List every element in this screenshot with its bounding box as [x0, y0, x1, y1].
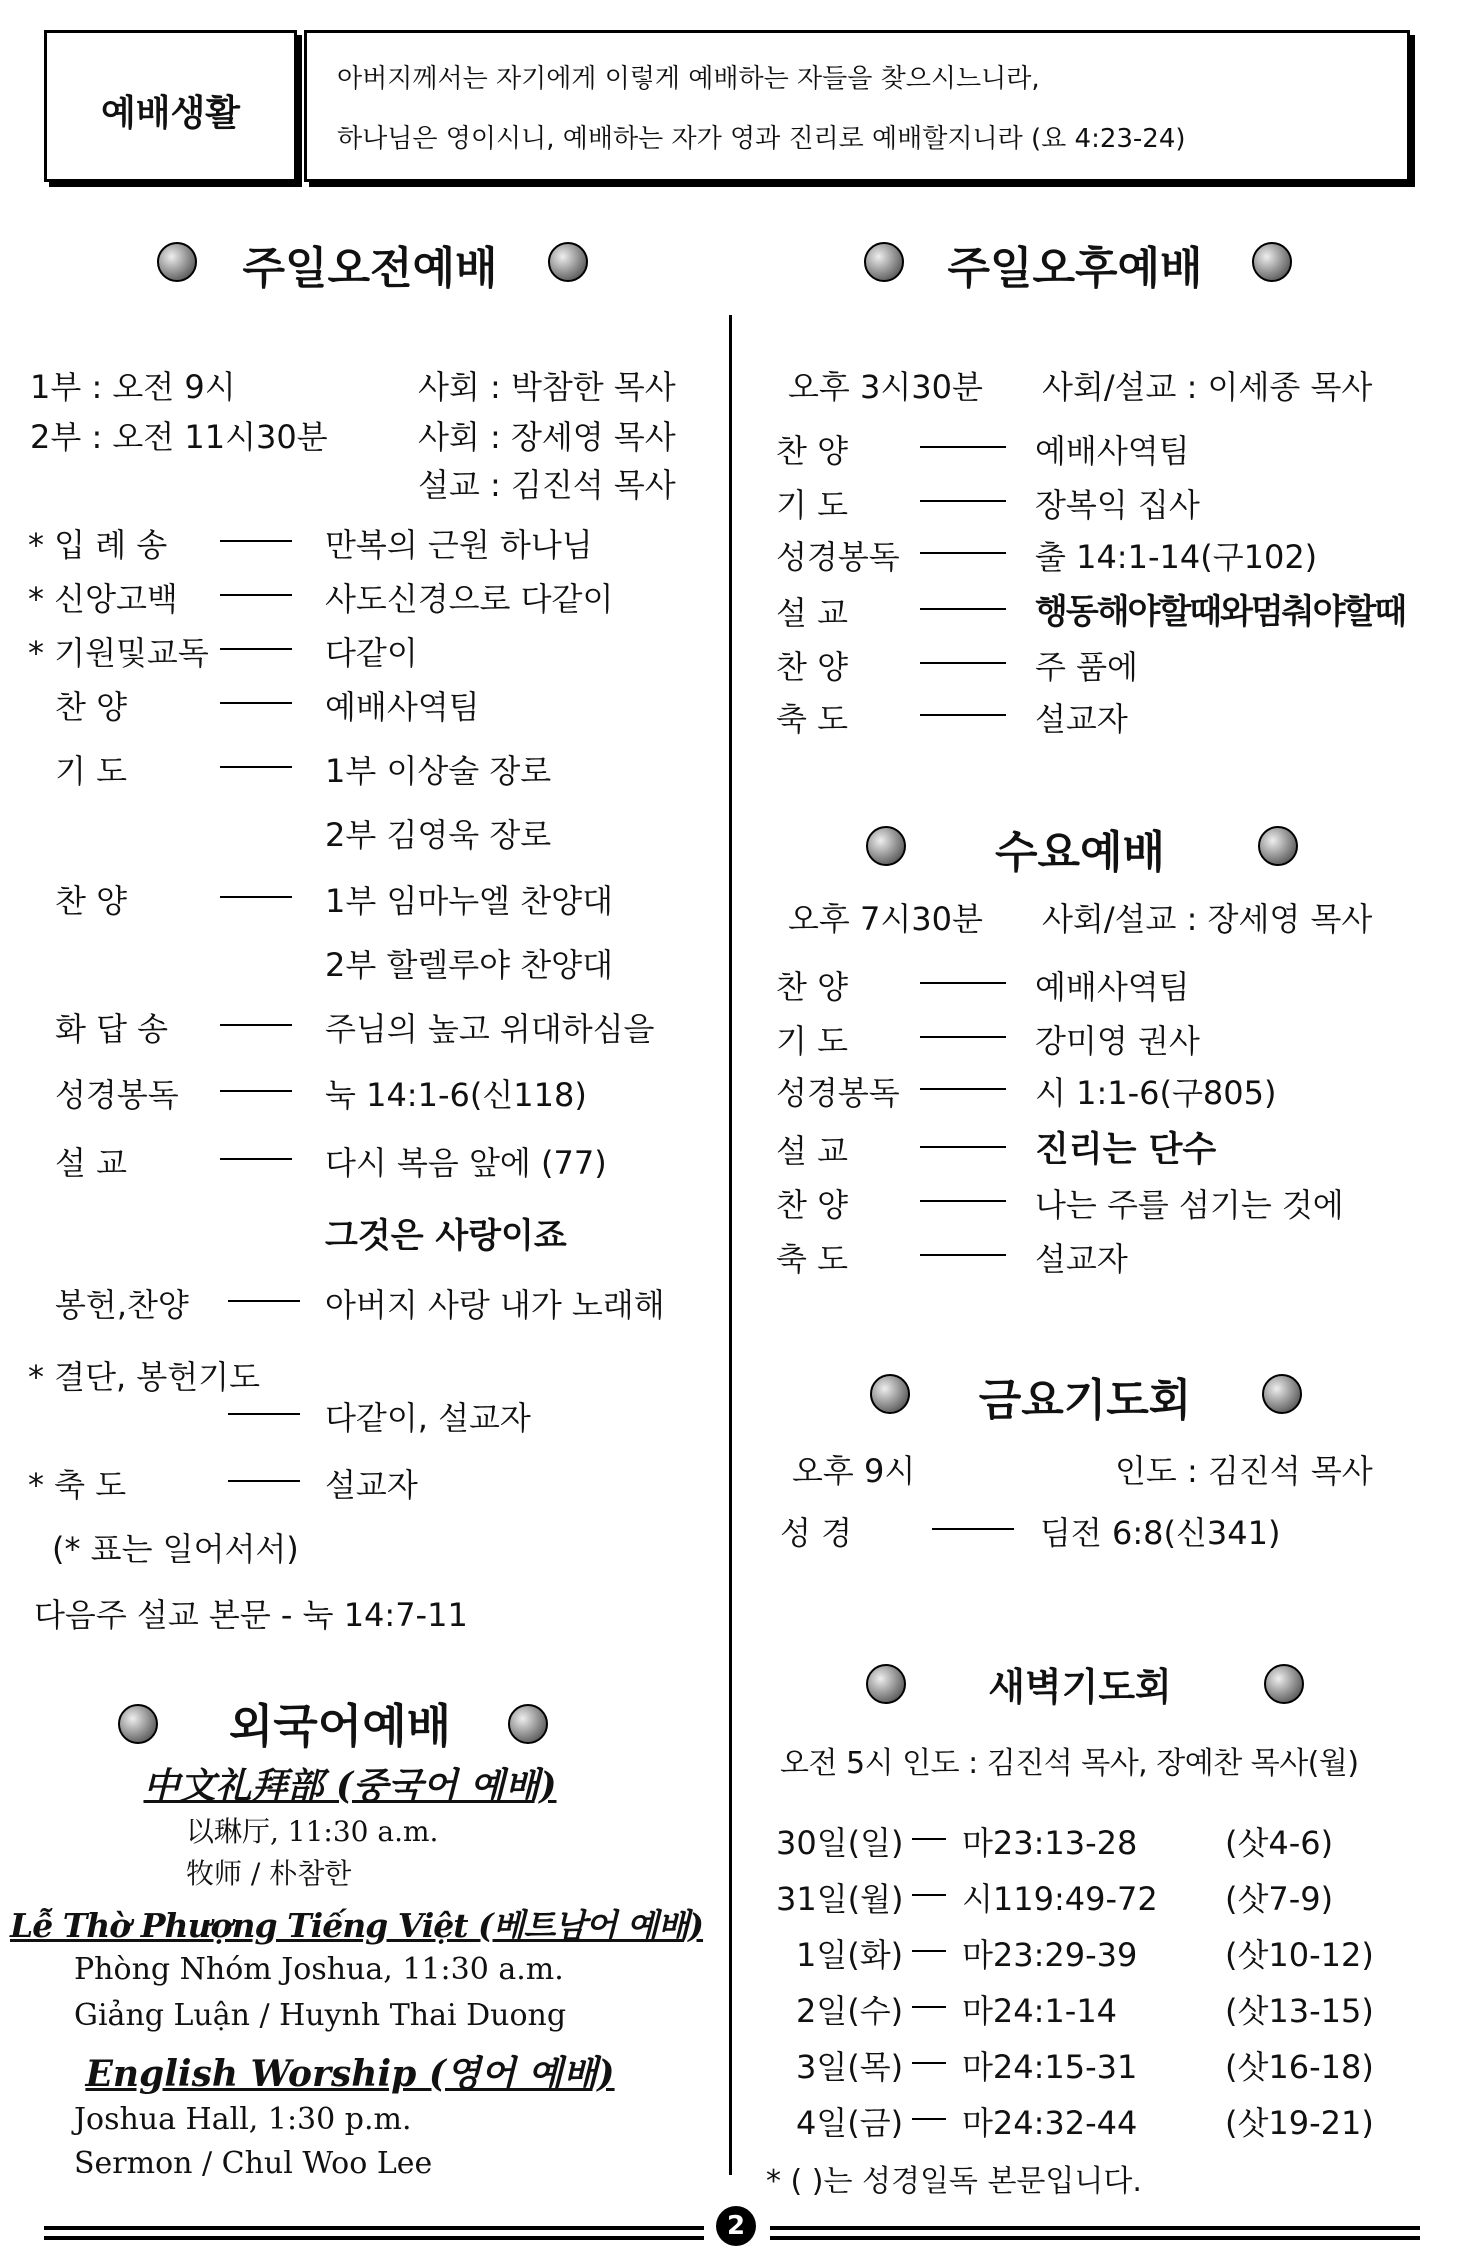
bullet-icon [118, 1704, 158, 1744]
wednesday-item-value: 강미영 권사 [1035, 1022, 1200, 1060]
morning-item-value: 주님의 높고 위대하심을 [325, 1010, 655, 1048]
leader-dash [220, 1090, 292, 1092]
english-worship-title: English Worship (영어 예배) [85, 2053, 615, 2095]
leader-dash [220, 702, 292, 704]
morning-s2-host: 사회 : 장세영 목사 [418, 418, 676, 456]
leader-dash [920, 662, 1006, 664]
english-worship-pastor: Sermon / Chul Woo Lee [74, 2146, 433, 2181]
morning-s1-time: 1부 : 오전 9시 [30, 368, 236, 406]
wednesday-item-label: 축 도 [776, 1240, 848, 1278]
wednesday-host: 사회/설교 : 장세영 목사 [1042, 900, 1373, 938]
morning-item-value: 예배사역팀 [325, 688, 480, 726]
bullet-icon [508, 1704, 548, 1744]
dawn-info: 오전 5시 인도 : 김진석 목사, 장예찬 목사(월) [780, 1746, 1359, 1781]
wednesday-title: 수요예배 [994, 827, 1165, 878]
leader-dash [912, 2118, 946, 2120]
dawn-day: 31일(월) [776, 1880, 904, 1918]
wednesday-sermon-title: 진리는 단수 [1035, 1130, 1217, 1170]
verse-line-1: 아버지께서는 자기에게 이렇게 예배하는 자들을 찾으시느니라, [337, 64, 1040, 94]
afternoon-item-label: 찬 양 [776, 648, 848, 686]
column-divider [729, 315, 732, 2175]
afternoon-item-value: 장복익 집사 [1035, 486, 1200, 524]
morning-next-week: 다음주 설교 본문 - 눅 14:7-11 [34, 1596, 468, 1634]
bullet-icon [548, 242, 588, 282]
leader-dash [220, 648, 292, 650]
dawn-reading: 마24:15-31 [962, 2048, 1138, 2086]
dawn-extra: (삿7-9) [1225, 1880, 1334, 1918]
morning-item-value: 눅 14:1-6(신118) [325, 1076, 587, 1114]
afternoon-sermon-title: 행동해야할때와멈춰야할때 [1035, 592, 1406, 632]
page-number: 2 [716, 2206, 756, 2246]
morning-item-label: * 축 도 [28, 1466, 127, 1504]
friday-time: 오후 9시 [792, 1452, 916, 1490]
leader-dash [920, 982, 1006, 984]
leader-dash [920, 500, 1006, 502]
morning-item-value: 만복의 근원 하나님 [325, 526, 593, 564]
dawn-reading: 마24:1-14 [962, 1992, 1118, 2030]
wednesday-item-label: 찬 양 [776, 1186, 848, 1224]
afternoon-title: 주일오후예배 [947, 243, 1203, 294]
leader-dash [932, 1528, 1014, 1530]
wednesday-item-label: 설 교 [776, 1132, 848, 1170]
wednesday-item-value: 나는 주를 섬기는 것에 [1035, 1186, 1344, 1224]
friday-scripture-label: 성 경 [780, 1514, 852, 1552]
dawn-reading: 마23:29-39 [962, 1936, 1138, 1974]
wednesday-item-value: 시 1:1-6(구805) [1035, 1074, 1277, 1112]
bullet-icon [1264, 1664, 1304, 1704]
chinese-worship-title: 中文礼拜部 (중국어 예배) [143, 1765, 557, 1807]
wednesday-item-value: 예배사역팀 [1035, 968, 1190, 1006]
wednesday-item-label: 기 도 [776, 1022, 848, 1060]
morning-item-label: * 입 례 송 [28, 526, 168, 564]
leader-dash [220, 1024, 292, 1026]
chinese-worship-pastor: 牧师 / 朴참한 [186, 1857, 352, 1890]
bullet-icon [866, 1664, 906, 1704]
dawn-reading: 마23:13-28 [962, 1824, 1138, 1862]
wednesday-item-value: 설교자 [1035, 1240, 1128, 1278]
vietnamese-worship-pastor: Giảng Luận / Huynh Thai Duong [74, 1998, 567, 2033]
leader-dash [912, 1950, 946, 1952]
dawn-day: 3일(목) [796, 2048, 904, 2086]
afternoon-item-label: 찬 양 [776, 432, 848, 470]
morning-item-label: 화 답 송 [55, 1010, 169, 1048]
morning-item-label: 봉헌,찬양 [55, 1286, 189, 1324]
english-worship-place: Joshua Hall, 1:30 p.m. [74, 2102, 412, 2137]
morning-item-label: * 기원및교독 [28, 634, 209, 672]
leader-dash [920, 1146, 1006, 1148]
friday-title: 금요기도회 [978, 1375, 1192, 1426]
morning-item-value: 2부 할렐루야 찬양대 [325, 946, 613, 984]
bullet-icon [1262, 1374, 1302, 1414]
bullet-icon [866, 826, 906, 866]
morning-item-value: 사도신경으로 다같이 [325, 580, 614, 618]
bullet-icon [1258, 826, 1298, 866]
wednesday-item-label: 찬 양 [776, 968, 848, 1006]
morning-item-value: 1부 이상술 장로 [325, 752, 552, 790]
leader-dash [912, 1894, 946, 1896]
morning-item-label: 기 도 [55, 752, 127, 790]
leader-dash [920, 1254, 1006, 1256]
morning-item-value: 다같이 [325, 634, 418, 672]
dawn-day: 30일(일) [776, 1824, 904, 1862]
footer-rule [44, 2226, 704, 2230]
leader-dash [920, 1036, 1006, 1038]
leader-dash [220, 540, 292, 542]
vietnamese-worship-title: Lễ Thờ Phượng Tiếng Việt (베트남어 예배) [10, 1906, 704, 1945]
leader-dash [920, 714, 1006, 716]
dawn-day: 1일(화) [796, 1936, 904, 1974]
leader-dash [912, 2062, 946, 2064]
vietnamese-worship-place: Phòng Nhóm Joshua, 11:30 a.m. [74, 1952, 564, 1987]
dawn-day: 4일(금) [796, 2104, 904, 2142]
bullet-icon [1252, 242, 1292, 282]
morning-item-value: 설교자 [325, 1466, 418, 1504]
dawn-extra: (삿4-6) [1225, 1824, 1334, 1862]
dawn-reading: 시119:49-72 [962, 1880, 1158, 1918]
header-title: 예배생활 [100, 93, 241, 134]
leader-dash [912, 2006, 946, 2008]
morning-title: 주일오전예배 [242, 243, 498, 294]
afternoon-item-value: 출 14:1-14(구102) [1035, 538, 1318, 576]
afternoon-item-label: 설 교 [776, 594, 848, 632]
dawn-reading: 마24:32-44 [962, 2104, 1138, 2142]
leader-dash [920, 608, 1006, 610]
bullet-icon [870, 1374, 910, 1414]
morning-item-label: * 신앙고백 [28, 580, 178, 618]
morning-item-value: 2부 김영욱 장로 [325, 816, 552, 854]
morning-item-value: 다시 복음 앞에 (77) [325, 1144, 607, 1182]
dawn-title: 새벽기도회 [988, 1665, 1172, 1709]
morning-item-label: * 결단, 봉헌기도 [28, 1358, 260, 1396]
dawn-day: 2일(수) [796, 1992, 904, 2030]
dawn-note: * ( )는 성경일독 본문입니다. [766, 2164, 1142, 2199]
morning-sermon-subtitle: 그것은 사랑이죠 [325, 1216, 567, 1256]
afternoon-item-label: 기 도 [776, 486, 848, 524]
afternoon-item-label: 성경봉독 [776, 538, 900, 576]
afternoon-host: 사회/설교 : 이세종 목사 [1042, 368, 1373, 406]
foreign-title: 외국어예배 [228, 1699, 452, 1753]
leader-dash [220, 896, 292, 898]
wednesday-item-label: 성경봉독 [776, 1074, 900, 1112]
morning-item-label: 설 교 [55, 1144, 127, 1182]
morning-item-label: 성경봉독 [55, 1076, 179, 1114]
leader-dash [228, 1413, 300, 1415]
morning-item-label: 찬 양 [55, 882, 127, 920]
dawn-extra: (삿16-18) [1225, 2048, 1374, 2086]
footer-rule [770, 2226, 1420, 2230]
leader-dash [220, 766, 292, 768]
afternoon-item-value: 예배사역팀 [1035, 432, 1190, 470]
dawn-extra: (삿10-12) [1225, 1936, 1374, 1974]
friday-leader: 인도 : 김진석 목사 [1115, 1452, 1373, 1490]
leader-dash [920, 552, 1006, 554]
morning-s2-time: 2부 : 오전 11시30분 [30, 418, 328, 456]
afternoon-item-value: 주 품에 [1035, 648, 1138, 686]
footer-rule [770, 2236, 1420, 2240]
morning-item-value: 1부 임마누엘 찬양대 [325, 882, 613, 920]
morning-item-value: 아버지 사랑 내가 노래해 [325, 1286, 665, 1324]
leader-dash [920, 446, 1006, 448]
verse-line-2: 하나님은 영이시니, 예배하는 자가 영과 진리로 예배할지니라 (요 4:23-24) [337, 124, 1186, 154]
leader-dash [912, 1838, 946, 1840]
header-title-box [44, 30, 297, 182]
dawn-extra: (삿13-15) [1225, 1992, 1374, 2030]
bullet-icon [157, 242, 197, 282]
leader-dash [920, 1088, 1006, 1090]
dawn-extra: (삿19-21) [1225, 2104, 1374, 2142]
afternoon-item-label: 축 도 [776, 700, 848, 738]
leader-dash [228, 1300, 300, 1302]
leader-dash [228, 1480, 300, 1482]
footer-rule [44, 2236, 704, 2240]
morning-item-value: 다같이, 설교자 [325, 1399, 531, 1437]
chinese-worship-place: 以琳厅, 11:30 a.m. [186, 1815, 439, 1848]
wednesday-time: 오후 7시30분 [788, 900, 983, 938]
morning-s1-host: 사회 : 박참한 목사 [418, 368, 676, 406]
leader-dash [920, 1200, 1006, 1202]
leader-dash [220, 1158, 292, 1160]
afternoon-time: 오후 3시30분 [788, 368, 983, 406]
friday-scripture: 딤전 6:8(신341) [1040, 1514, 1281, 1552]
morning-preacher: 설교 : 김진석 목사 [418, 466, 676, 504]
morning-item-label: 찬 양 [55, 688, 127, 726]
morning-note: (* 표는 일어서서) [52, 1530, 299, 1568]
leader-dash [220, 594, 292, 596]
afternoon-item-value: 설교자 [1035, 700, 1128, 738]
header-verse-box [304, 30, 1410, 182]
bullet-icon [864, 242, 904, 282]
